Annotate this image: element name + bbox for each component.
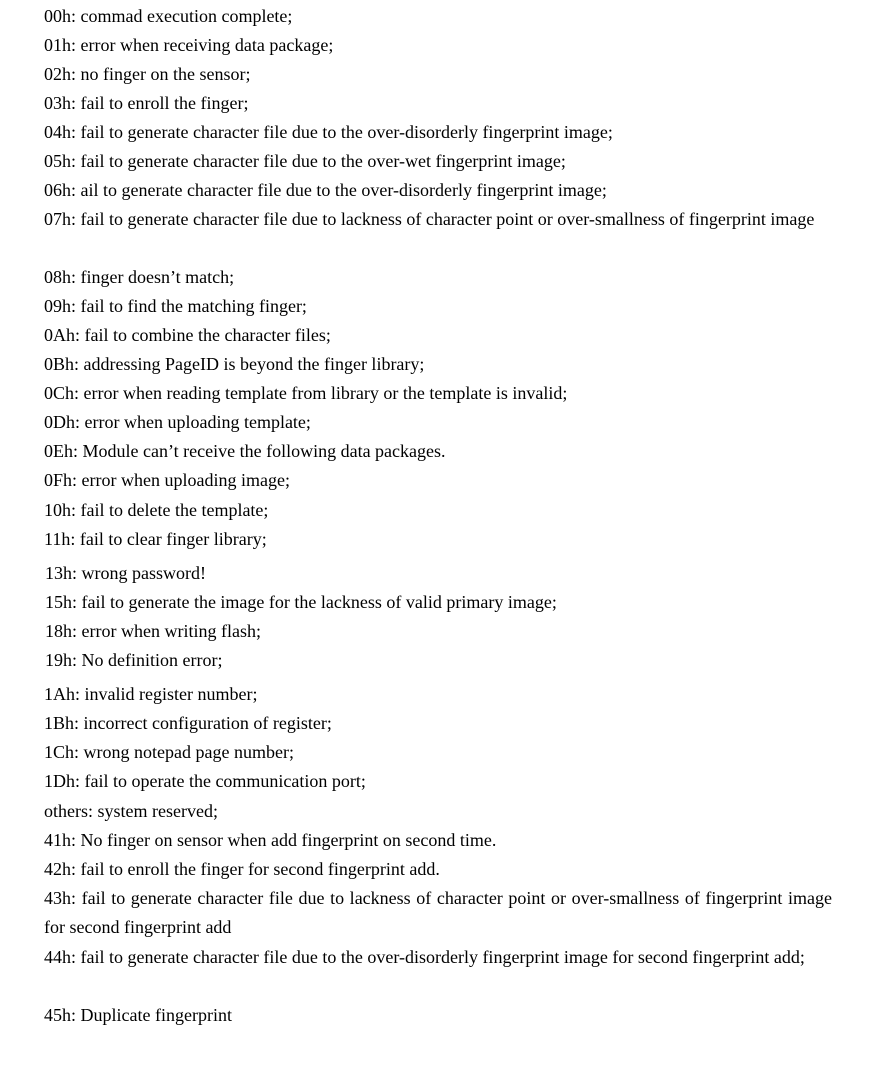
entry-11h: 11h: fail to clear finger library; <box>44 529 267 549</box>
entry-others: others: system reserved; <box>44 801 218 821</box>
entry-06h: 06h: ail to generate character file due to the over-disorderly fingerprint image; <box>44 180 607 200</box>
entry-41h: 41h: No finger on sensor when add fingerprint on second time. <box>44 830 497 850</box>
entry-05h: 05h: fail to generate character file due to the over-wet fingerprint image; <box>44 151 566 171</box>
entry-19h: 19h: No definition error; <box>45 650 223 670</box>
entry-45h: 45h: Duplicate fingerprint <box>44 1005 232 1025</box>
entry-09h: 09h: fail to find the matching finger; <box>44 296 307 316</box>
entry-0Dh: 0Dh: error when uploading template; <box>44 412 311 432</box>
entry-1Dh: 1Dh: fail to operate the communication port; <box>44 771 366 791</box>
entry-00h: 00h: commad execution complete; <box>44 6 293 26</box>
entry-10h: 10h: fail to delete the template; <box>44 500 269 520</box>
entry-08h: 08h: finger doesn’t match; <box>44 267 235 287</box>
entry-18h: 18h: error when writing flash; <box>45 621 261 641</box>
entry-1Bh: 1Bh: incorrect configuration of register; <box>44 713 332 733</box>
entry-0Bh: 0Bh: addressing PageID is beyond the finger library; <box>44 354 425 374</box>
entry-43h: 43h: fail to generate character file due to lackness of character point or over-smallness of fingerprint image for second fingerprint add <box>44 888 832 937</box>
entry-02h: 02h: no finger on the sensor; <box>44 64 251 84</box>
entry-13h: 13h: wrong password! <box>45 563 206 583</box>
entry-42h: 42h: fail to enroll the finger for second fingerprint add. <box>44 859 440 879</box>
entry-01h: 01h: error when receiving data package; <box>44 35 334 55</box>
entry-03h: 03h: fail to enroll the finger; <box>44 93 249 113</box>
entry-0Eh: 0Eh: Module can’t receive the following data packages. <box>44 441 446 461</box>
entry-04h: 04h: fail to generate character file due to the over-disorderly fingerprint image; <box>44 122 613 142</box>
entry-0Fh: 0Fh: error when uploading image; <box>44 470 290 490</box>
entry-07h: 07h: fail to generate character file due to lackness of character point or over-smallness of fingerprint image <box>44 209 815 229</box>
entry-44h: 44h: fail to generate character file due to the over-disorderly fingerprint image for second fingerprint add; <box>44 947 805 967</box>
entry-0Ah: 0Ah: fail to combine the character files; <box>44 325 331 345</box>
entry-0Ch: 0Ch: error when reading template from library or the template is invalid; <box>44 383 568 403</box>
entry-15h: 15h: fail to generate the image for the lackness of valid primary image; <box>45 592 557 612</box>
entry-1Ah: 1Ah: invalid register number; <box>44 684 258 704</box>
entry-1Ch: 1Ch: wrong notepad page number; <box>44 742 294 762</box>
